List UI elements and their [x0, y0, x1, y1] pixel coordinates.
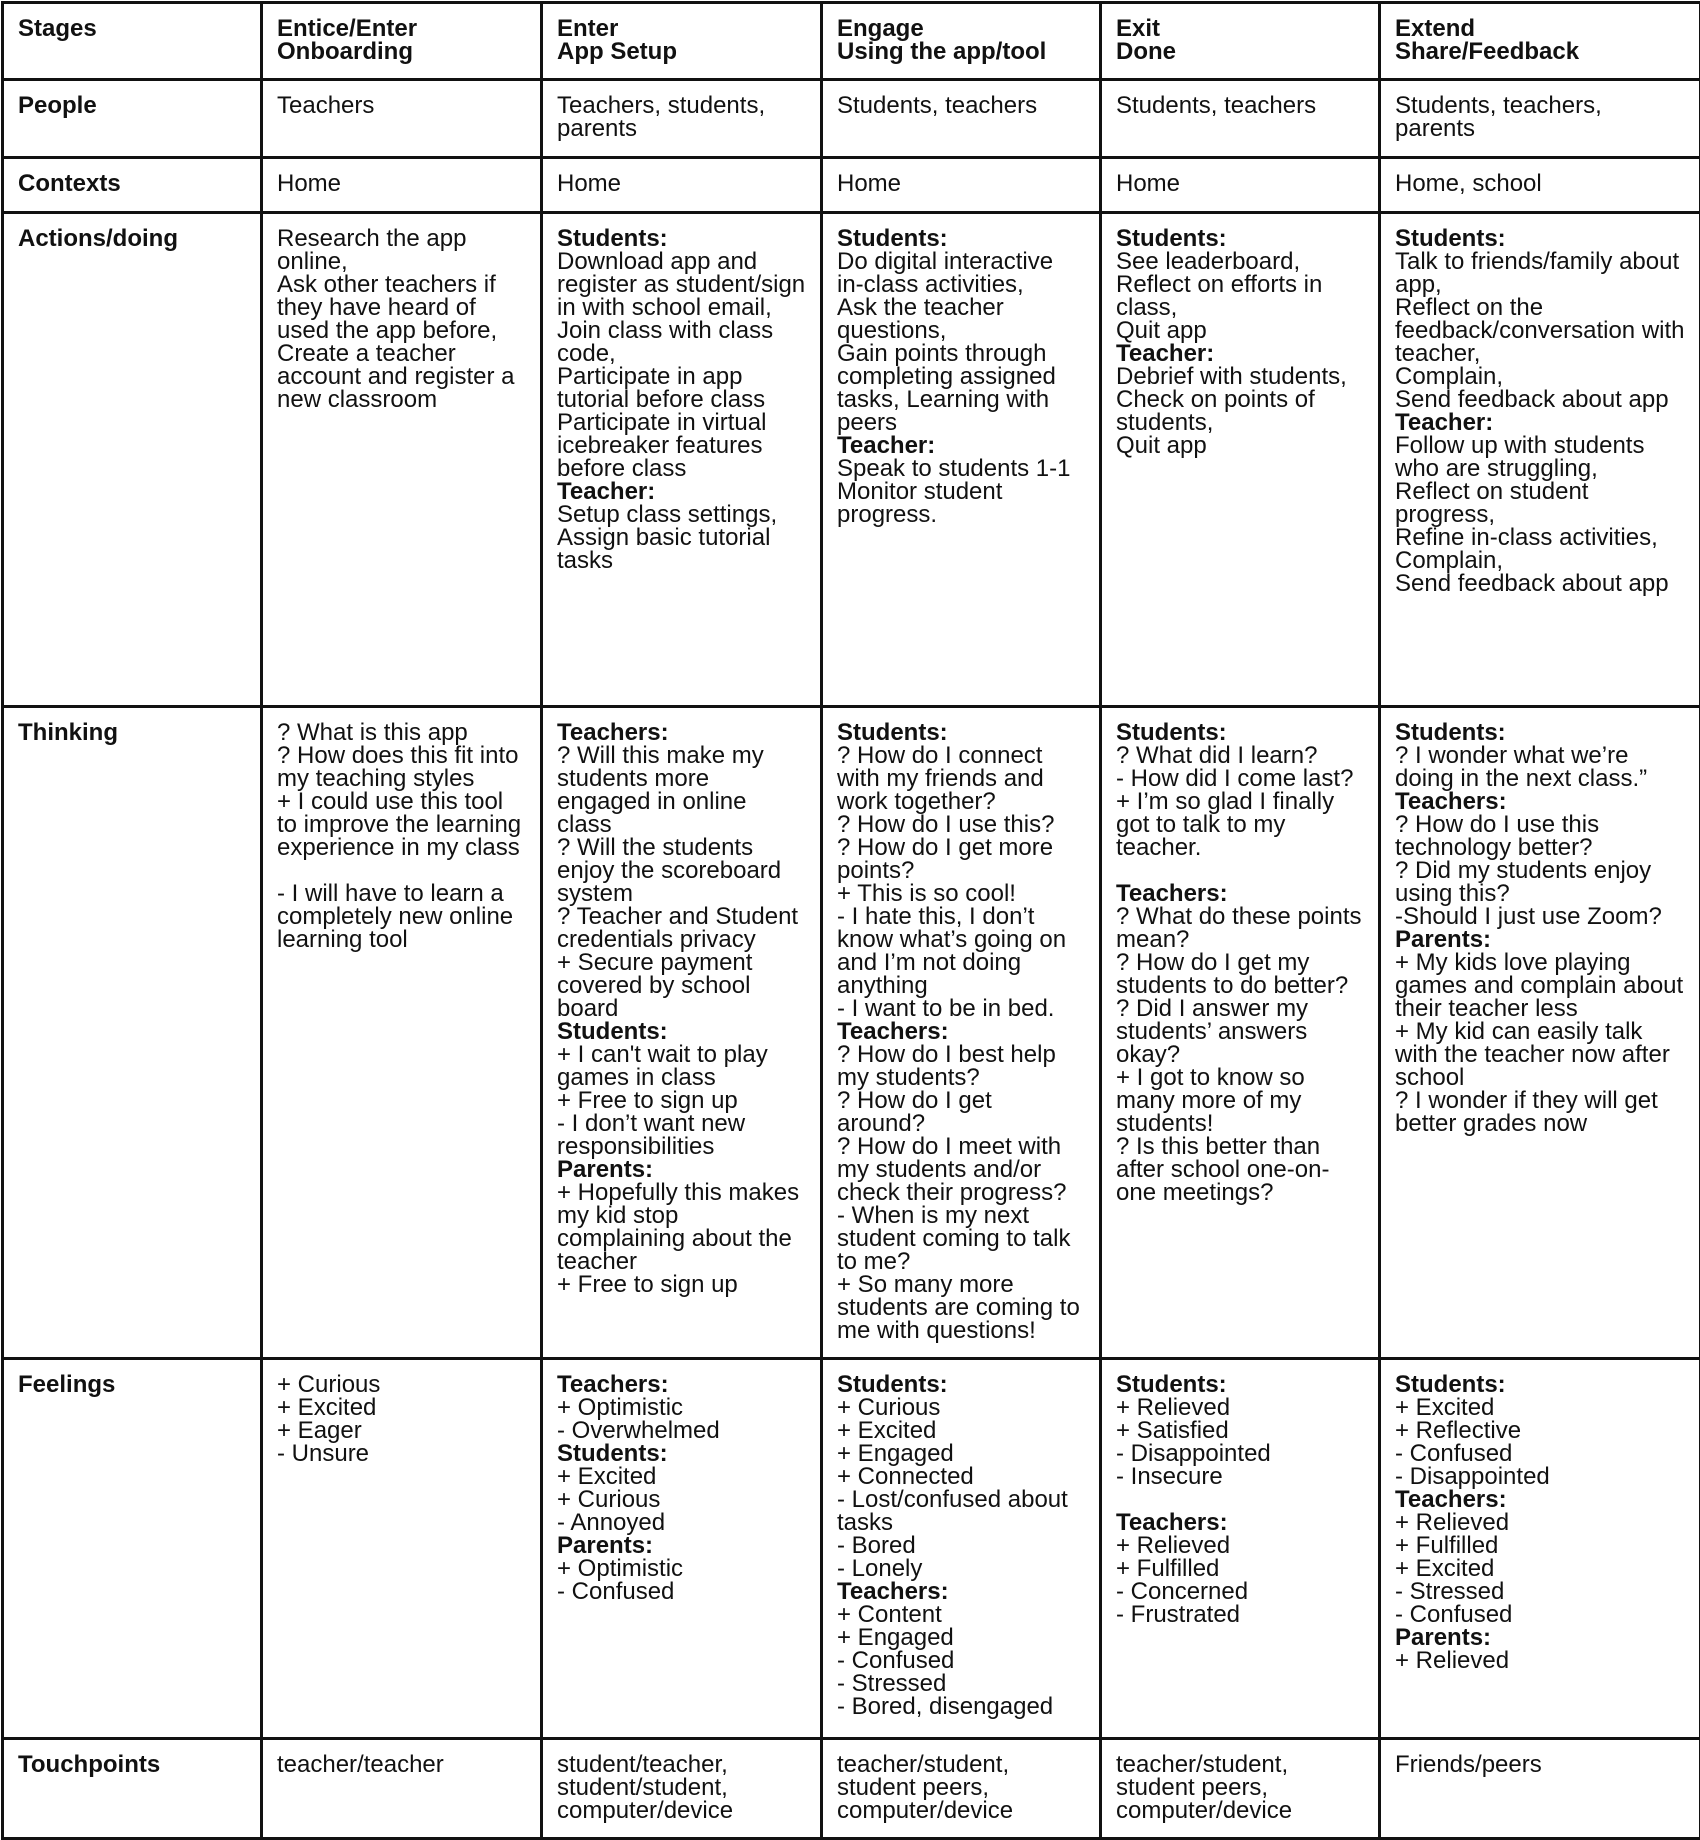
group-heading: Teacher: — [557, 480, 806, 503]
thinking-cell — [262, 707, 542, 1359]
cell-line: - Unsure — [277, 1442, 526, 1465]
cell-line: ? How does this fit into my teaching styles — [277, 744, 526, 790]
cell-line: Reflect on efforts in class, — [1116, 273, 1364, 319]
group-heading: Teacher: — [1395, 411, 1685, 434]
cell-line: + Engaged — [837, 1626, 1085, 1649]
cell-line: - Stressed — [1395, 1580, 1685, 1603]
cell-line: + I got to know so many more of my students! — [1116, 1066, 1364, 1135]
cell-line: + Fulfilled — [1116, 1557, 1364, 1580]
cell-line: + Satisfied — [1116, 1419, 1364, 1442]
cell-line: ? Will this make my students more engaged in online class — [557, 744, 806, 836]
cell-line: + Relieved — [1116, 1396, 1364, 1419]
cell-line: Complain, — [1395, 365, 1685, 388]
cell-line: + Relieved — [1395, 1511, 1685, 1534]
cell-line: - Disappointed — [1116, 1442, 1364, 1465]
row-label-thinking: Thinking — [3, 707, 262, 1359]
cell-line: - Disappointed — [1395, 1465, 1685, 1488]
cell-line: + Engaged — [837, 1442, 1085, 1465]
group-heading: Students: — [1116, 227, 1364, 250]
group-heading: Teacher: — [837, 434, 1085, 457]
cell-line: + Free to sign up — [557, 1273, 806, 1296]
cell-line: + Reflective — [1395, 1419, 1685, 1442]
cell-line: - Confused — [1395, 1442, 1685, 1465]
cell-line: + Excited — [557, 1465, 806, 1488]
cell-line: Follow up with students who are struggling, — [1395, 434, 1685, 480]
touchpoint-line: Friends/peers — [1395, 1753, 1685, 1776]
group-heading: Students: — [1116, 1373, 1364, 1396]
cell-line: ? Did I answer my students’ answers okay? — [1116, 997, 1364, 1066]
cell-line: + My kid can easily talk with the teacher now after school — [1395, 1020, 1685, 1089]
feelings-cell — [822, 1359, 1101, 1739]
cell-line: Monitor student progress. — [837, 480, 1085, 526]
cell-line: Complain, — [1395, 549, 1685, 572]
touchpoint-line: student/student, — [557, 1776, 806, 1799]
cell-line: ? How do I get more points? — [837, 836, 1085, 882]
cell-line: - I hate this, I don’t know what’s going on and I’m not doing anything — [837, 905, 1085, 997]
thinking-cell — [1380, 707, 1700, 1359]
stage-subtitle: Using the app/tool — [837, 40, 1085, 63]
cell-line: - When is my next student coming to talk to me? — [837, 1204, 1085, 1273]
cell-line: + Eager — [277, 1419, 526, 1442]
stage-header — [262, 3, 542, 80]
stage-header — [822, 3, 1101, 80]
cell-line: + Excited — [1395, 1557, 1685, 1580]
touchpoint-line: teacher/student, — [837, 1753, 1085, 1776]
group-heading: Students: — [1395, 227, 1685, 250]
cell-line: + I can't wait to play games in class — [557, 1043, 806, 1089]
actions-row — [3, 213, 1700, 707]
group-heading: Teachers: — [557, 721, 806, 744]
cell-line: + I’m so glad I finally got to talk to my teacher. — [1116, 790, 1364, 859]
cell-line: Assign basic tutorial tasks — [557, 526, 806, 572]
stage-subtitle: Onboarding — [277, 40, 526, 63]
stage-subtitle: Done — [1116, 40, 1364, 63]
cell-line: - Lonely — [837, 1557, 1085, 1580]
cell-line: Check on points of students, — [1116, 388, 1364, 434]
touchpoints-row — [3, 1739, 1700, 1839]
touchpoint-line: student peers, — [1116, 1776, 1364, 1799]
cell-line: - I don’t want new responsibilities — [557, 1112, 806, 1158]
group-heading: Students: — [557, 1442, 806, 1465]
actions-cell — [822, 213, 1101, 707]
actions-cell — [1101, 213, 1380, 707]
thinking-row — [3, 707, 1700, 1359]
cell-line: Setup class settings, — [557, 503, 806, 526]
stage-subtitle: Share/Feedback — [1395, 40, 1685, 63]
cell-line: + Excited — [837, 1419, 1085, 1442]
people-row — [3, 80, 1700, 158]
cell-line: ? How do I meet with my students and/or check their progress? — [837, 1135, 1085, 1204]
cell-line: + Excited — [277, 1396, 526, 1419]
cell-line: + So many more students are coming to me with questions! — [837, 1273, 1085, 1342]
cell-line: - How did I come last? — [1116, 767, 1364, 790]
cell-line: ? What did I learn? — [1116, 744, 1364, 767]
cell-line: + Free to sign up — [557, 1089, 806, 1112]
touchpoints-cell — [822, 1739, 1101, 1839]
cell-line: - Insecure — [1116, 1465, 1364, 1488]
cell-line: ? I wonder if they will get better grades now — [1395, 1089, 1685, 1135]
group-heading: Students: — [1116, 721, 1364, 744]
cell-line: + Optimistic — [557, 1396, 806, 1419]
cell-line: ? How do I get around? — [837, 1089, 1085, 1135]
contexts-cell: Home — [822, 158, 1101, 213]
group-heading: Teachers: — [837, 1020, 1085, 1043]
row-label-feelings: Feelings — [3, 1359, 262, 1739]
group-heading: Teachers: — [1116, 882, 1364, 905]
group-heading: Students: — [557, 1020, 806, 1043]
actions-cell — [262, 213, 542, 707]
cell-line: + Fulfilled — [1395, 1534, 1685, 1557]
cell-line: - Lost/confused about tasks — [837, 1488, 1085, 1534]
thinking-cell — [1101, 707, 1380, 1359]
cell-line: Participate in app tutorial before class — [557, 365, 806, 411]
cell-line: ? Did my students enjoy using this? — [1395, 859, 1685, 905]
stage-title: Exit — [1116, 17, 1364, 40]
cell-line: + Excited — [1395, 1396, 1685, 1419]
cell-line: + Curious — [837, 1396, 1085, 1419]
cell-line: ? I wonder what we’re doing in the next class.” — [1395, 744, 1685, 790]
group-heading: Parents: — [557, 1534, 806, 1557]
cell-line: Quit app — [1116, 434, 1364, 457]
cell-line: - Confused — [557, 1580, 806, 1603]
cell-line: Debrief with students, — [1116, 365, 1364, 388]
stage-header — [542, 3, 822, 80]
touchpoint-line: computer/device — [1116, 1799, 1364, 1822]
cell-line: - Bored — [837, 1534, 1085, 1557]
cell-line: + Optimistic — [557, 1557, 806, 1580]
touchpoint-line: computer/device — [837, 1799, 1085, 1822]
feelings-cell — [262, 1359, 542, 1739]
feelings-row — [3, 1359, 1700, 1739]
cell-line: Do digital interactive in-class activities, — [837, 250, 1085, 296]
stage-header — [1380, 3, 1700, 80]
contexts-cell: Home — [1101, 158, 1380, 213]
cell-line: ? What is this app — [277, 721, 526, 744]
cell-line: Participate in virtual icebreaker features before class — [557, 411, 806, 480]
group-heading: Teachers: — [1395, 790, 1685, 813]
group-heading: Students: — [1395, 1373, 1685, 1396]
cell-line: Reflect on the feedback/conversation with teacher, — [1395, 296, 1685, 365]
touchpoint-line: student peers, — [837, 1776, 1085, 1799]
cell-line: Quit app — [1116, 319, 1364, 342]
contexts-row — [3, 158, 1700, 213]
group-heading: Teachers: — [557, 1373, 806, 1396]
touchpoint-line: teacher/teacher — [277, 1753, 526, 1776]
touchpoints-cell — [1380, 1739, 1700, 1839]
cell-line: Download app and register as student/sign in with school email, — [557, 250, 806, 319]
actions-cell — [542, 213, 822, 707]
cell-line: - Confused — [1395, 1603, 1685, 1626]
cell-line: ? Teacher and Student credentials privacy — [557, 905, 806, 951]
cell-line: -Should I just use Zoom? — [1395, 905, 1685, 928]
stages-row — [3, 3, 1700, 80]
people-cell: Teachers — [262, 80, 542, 158]
cell-line: + Curious — [557, 1488, 806, 1511]
cell-line: Send feedback about app — [1395, 572, 1685, 595]
cell-line: + This is so cool! — [837, 882, 1085, 905]
cell-line: ? How do I get my students to do better? — [1116, 951, 1364, 997]
journey-map-table — [1, 1, 1700, 1840]
thinking-cell — [542, 707, 822, 1359]
feelings-cell — [542, 1359, 822, 1739]
row-label-actions: Actions/doing — [3, 213, 262, 707]
row-label-stages: Stages — [3, 3, 262, 80]
feelings-cell — [1101, 1359, 1380, 1739]
thinking-cell — [822, 707, 1101, 1359]
cell-line: Send feedback about app — [1395, 388, 1685, 411]
group-heading: Teachers: — [1116, 1511, 1364, 1534]
cell-line: + I could use this tool to improve the learning experience in my class — [277, 790, 526, 859]
cell-line: + Secure payment covered by school board — [557, 951, 806, 1020]
cell-line: Gain points through completing assigned tasks, Learning with peers — [837, 342, 1085, 434]
cell-line — [1116, 1488, 1364, 1511]
touchpoints-cell — [1101, 1739, 1380, 1839]
cell-line: + My kids love playing games and complain about their teacher less — [1395, 951, 1685, 1020]
actions-cell — [1380, 213, 1700, 707]
row-label-touchpoints: Touchpoints — [3, 1739, 262, 1839]
row-label-people: People — [3, 80, 262, 158]
cell-line: - Confused — [837, 1649, 1085, 1672]
group-heading: Teachers: — [1395, 1488, 1685, 1511]
cell-line: + Curious — [277, 1373, 526, 1396]
cell-line: ? Will the students enjoy the scoreboard system — [557, 836, 806, 905]
cell-line: + Relieved — [1395, 1649, 1685, 1672]
cell-line — [277, 859, 526, 882]
cell-line: - Overwhelmed — [557, 1419, 806, 1442]
cell-line — [1116, 859, 1364, 882]
cell-line: - Frustrated — [1116, 1603, 1364, 1626]
contexts-cell: Home, school — [1380, 158, 1700, 213]
cell-line: See leaderboard, — [1116, 250, 1364, 273]
cell-line: ? How do I use this technology better? — [1395, 813, 1685, 859]
cell-line: ? What do these points mean? — [1116, 905, 1364, 951]
touchpoint-line: teacher/student, — [1116, 1753, 1364, 1776]
group-heading: Students: — [557, 227, 806, 250]
stage-title: Engage — [837, 17, 1085, 40]
contexts-cell: Home — [542, 158, 822, 213]
cell-line: ? Is this better than after school one-on-one meetings? — [1116, 1135, 1364, 1204]
cell-line: Ask the teacher questions, — [837, 296, 1085, 342]
group-heading: Teachers: — [837, 1580, 1085, 1603]
group-heading: Teacher: — [1116, 342, 1364, 365]
cell-line: + Hopefully this makes my kid stop complaining about the teacher — [557, 1181, 806, 1273]
group-heading: Students: — [837, 1373, 1085, 1396]
touchpoint-line: student/teacher, — [557, 1753, 806, 1776]
stage-title: Entice/Enter — [277, 17, 526, 40]
cell-line: ? How do I connect with my friends and work together? — [837, 744, 1085, 813]
people-cell: Students, teachers — [1101, 80, 1380, 158]
people-cell: Teachers, students, parents — [542, 80, 822, 158]
cell-line: ? How do I best help my students? — [837, 1043, 1085, 1089]
cell-line: Speak to students 1-1 — [837, 457, 1085, 480]
group-heading: Parents: — [557, 1158, 806, 1181]
cell-line: Join class with class code, — [557, 319, 806, 365]
cell-line: - Concerned — [1116, 1580, 1364, 1603]
cell-line: Ask other teachers if they have heard of used the app before, — [277, 273, 526, 342]
cell-line: - Annoyed — [557, 1511, 806, 1534]
group-heading: Students: — [837, 227, 1085, 250]
stage-title: Enter — [557, 17, 806, 40]
cell-line: Research the app online, — [277, 227, 526, 273]
stage-subtitle: App Setup — [557, 40, 806, 63]
cell-line: - Stressed — [837, 1672, 1085, 1695]
cell-line: Create a teacher account and register a new classroom — [277, 342, 526, 411]
group-heading: Students: — [837, 721, 1085, 744]
group-heading: Parents: — [1395, 1626, 1685, 1649]
cell-line: - Bored, disengaged — [837, 1695, 1085, 1718]
group-heading: Parents: — [1395, 928, 1685, 951]
touchpoint-line: computer/device — [557, 1799, 806, 1822]
cell-line: + Connected — [837, 1465, 1085, 1488]
cell-line: - I will have to learn a completely new online learning tool — [277, 882, 526, 951]
people-cell: Students, teachers — [822, 80, 1101, 158]
cell-line: ? How do I use this? — [837, 813, 1085, 836]
row-label-contexts: Contexts — [3, 158, 262, 213]
cell-line: Reflect on student progress, — [1395, 480, 1685, 526]
touchpoints-cell — [262, 1739, 542, 1839]
stage-title: Extend — [1395, 17, 1685, 40]
cell-line: - I want to be in bed. — [837, 997, 1085, 1020]
people-cell: Students, teachers, parents — [1380, 80, 1700, 158]
group-heading: Students: — [1395, 721, 1685, 744]
cell-line: + Content — [837, 1603, 1085, 1626]
feelings-cell — [1380, 1359, 1700, 1739]
touchpoints-cell — [542, 1739, 822, 1839]
cell-line: + Relieved — [1116, 1534, 1364, 1557]
stage-header — [1101, 3, 1380, 80]
contexts-cell: Home — [262, 158, 542, 213]
cell-line: Talk to friends/family about app, — [1395, 250, 1685, 296]
cell-line: Refine in-class activities, — [1395, 526, 1685, 549]
